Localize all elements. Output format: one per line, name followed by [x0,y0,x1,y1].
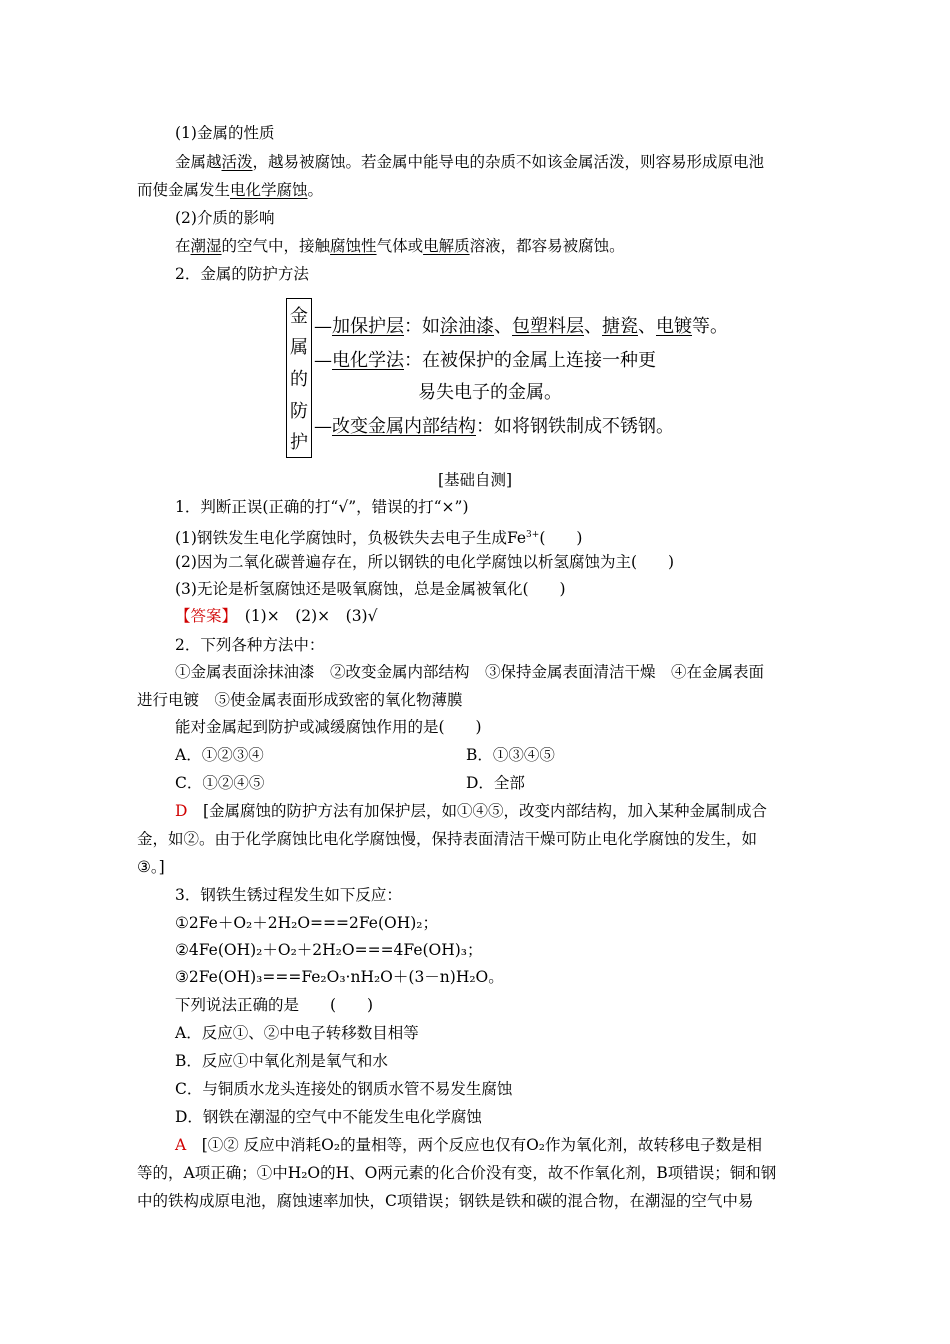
question-3: 3．钢铁生锈过程发生如下反应： [175,886,402,904]
option-3-C: C．与铜质水龙头连接处的钢质水管不易发生腐蚀 [175,1080,513,1098]
vertical-char: 属 [290,337,308,359]
explanation-2-line-3: ③。] [137,858,165,876]
self-test-title: [基础自测] [437,471,513,489]
question-2: 2．下列各种方法中： [175,636,325,654]
explanation-2-line-1: D [金属腐蚀的防护方法有加保护层，如①④⑤，改变内部结构，加入某种金属制成合 [175,802,767,820]
vertical-char: 护 [290,432,308,454]
paragraph-metal-property-1: 金属越活泼，越易被腐蚀。若金属中能导电的杂质不如该金属活泼，则容易形成原电池 [175,153,765,171]
explanation-3-line-2: 等的，A项正确；①中H₂O的H、O两元素的化合价没有变，故不作氧化剂，B项错误；铜和钢 [137,1164,777,1182]
question-2-line-3: 能对金属起到防护或减缓腐蚀作用的是( ) [175,718,482,736]
vertical-char: 的 [290,368,308,390]
paragraph-metal-property-2: 而使金属发生电化学腐蚀。 [137,181,324,199]
heading-medium-effect: (2)介质的影响 [175,209,275,227]
question-1-item-1: (1)钢铁发生电化学腐蚀时，负极铁失去电子生成$Fe^{3+}$( ) [175,529,583,548]
explanation-2-line-2: 金，如②。由于化学腐蚀比电化学腐蚀慢，保持表面清洁干燥可防止电化学腐蚀的发生，如 [137,830,758,848]
diagram-row-protective-layer: —加保护层：如涂油漆、包塑料层、搪瓷、电镀等。 [314,316,728,337]
option-2-D: D．全部 [466,774,525,792]
option-2-A: A．①②③④ [175,746,264,764]
heading-metal-property: (1)金属的性质 [175,124,275,142]
option-3-A: A．反应①、②中电子转移数目相等 [175,1024,419,1042]
option-2-C: C．①②④⑤ [175,774,265,792]
vertical-char: 防 [290,400,308,422]
explanation-3-line-1: A [①② 反应中消耗O₂的量相等，两个反应也仅有O₂作为氧化剂，故转移电子数是相 [175,1136,763,1154]
option-2-B: B．①③④⑤ [466,746,555,764]
protection-diagram [286,298,726,458]
question-1: 1．判断正误(正确的打“√”，错误的打“×”) [175,498,469,516]
answer-1: 【答案】 (1)× (2)× (3)√ [175,607,378,625]
vertical-char: 金 [290,305,308,327]
question-2-line-2: 进行电镀 ⑤使金属表面形成致密的氧化物薄膜 [137,691,463,709]
question-1-item-2: (2)因为二氧化碳普遍存在，所以钢铁的电化学腐蚀以析氢腐蚀为主( ) [175,553,675,571]
question-2-line-1: ①金属表面涂抹油漆 ②改变金属内部结构 ③保持金属表面清洁干燥 ④在金属表面 [175,663,765,681]
diagram-row-internal-structure: —改变金属内部结构：如将钢铁制成不锈钢。 [314,416,674,437]
question-3-ask: 下列说法正确的是 ( ) [175,996,374,1014]
option-3-B: B．反应①中氧化剂是氧气和水 [175,1052,388,1070]
heading-protection-methods: 2．金属的防护方法 [175,265,309,283]
paragraph-medium-effect: 在潮湿的空气中，接触腐蚀性气体或电解质溶液，都容易被腐蚀。 [175,237,625,255]
reaction-2: ②4Fe(OH)₂＋O₂＋2H₂O===4Fe(OH)₃； [175,941,483,959]
reaction-1: ①2Fe＋O₂＋2H₂O===2Fe(OH)₂； [175,914,438,932]
diagram-vertical-label [286,298,312,458]
reaction-3: ③2Fe(OH)₃===Fe₂O₃·nH₂O＋(3－n)H₂O。 [175,968,504,986]
diagram-row-electrochemical-cont: 易失电子的金属。 [418,382,562,403]
question-1-item-3: (3)无论是析氢腐蚀还是吸氧腐蚀，总是金属被氧化( ) [175,580,566,598]
option-3-D: D．钢铁在潮湿的空气中不能发生电化学腐蚀 [175,1108,482,1126]
explanation-3-line-3: 中的铁构成原电池，腐蚀速率加快，C项错误；钢铁是铁和碳的混合物，在潮湿的空气中易 [137,1192,754,1210]
diagram-row-electrochemical: —电化学法：在被保护的金属上连接一种更 [314,350,656,371]
